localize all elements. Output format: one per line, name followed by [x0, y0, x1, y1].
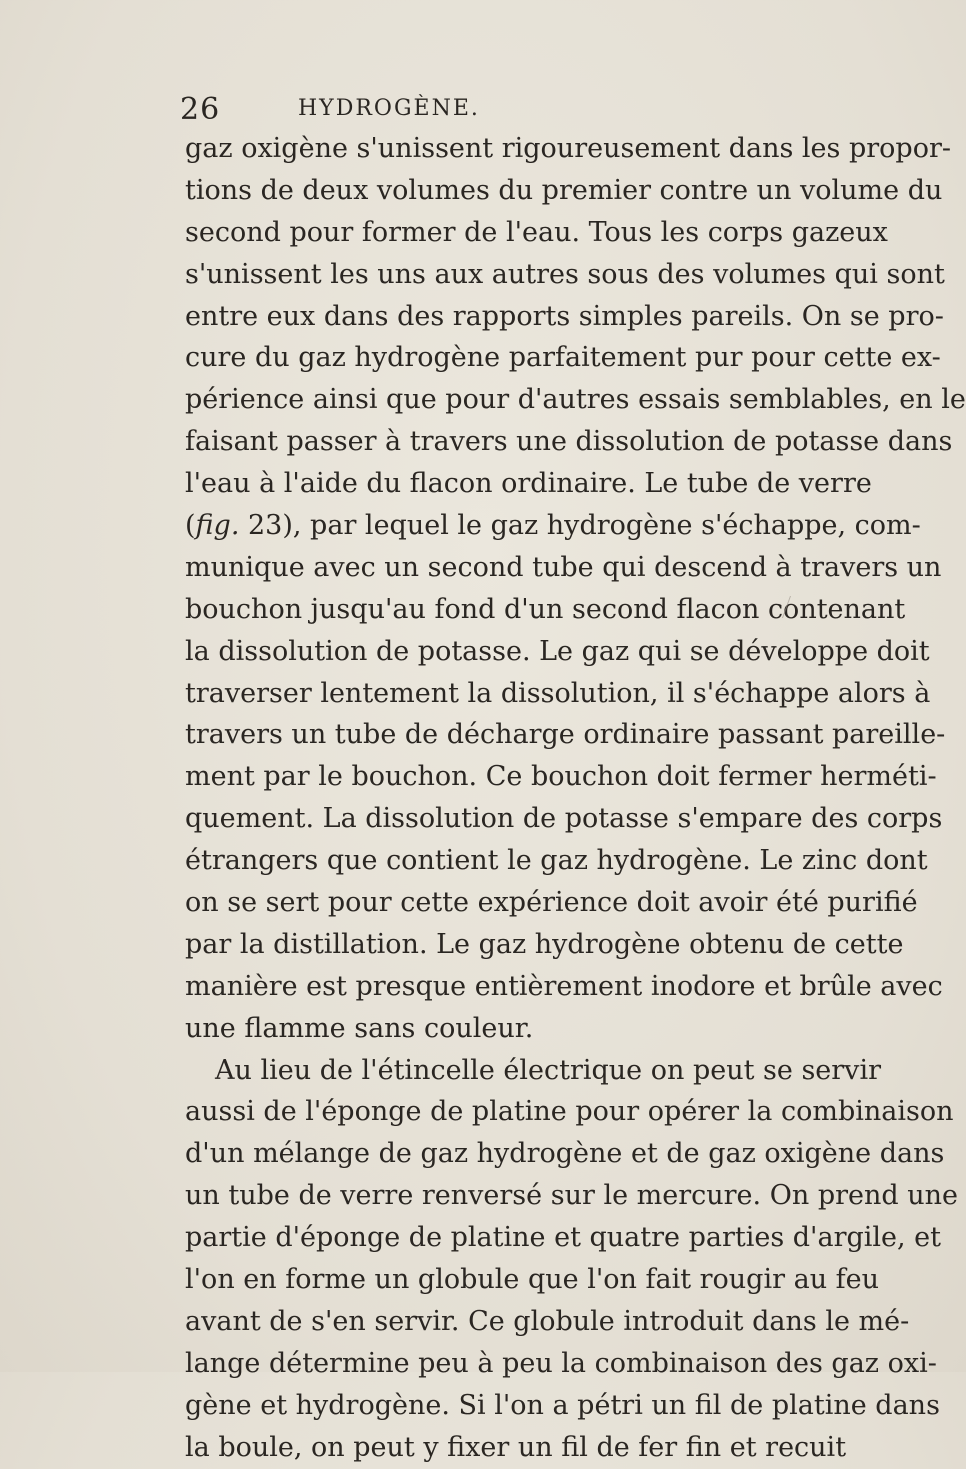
text-line: manière est presque entièrement inodore et brûle avec: [185, 970, 943, 1002]
open-paren: (: [185, 510, 196, 542]
figure-reference: fig.: [195, 510, 240, 542]
text-line: périence ainsi que pour d'autres essais semblables, en le: [185, 384, 966, 416]
text-line: traverser lentement la dissolution, il s'échappe alors à: [185, 677, 931, 709]
text-line: second pour former de l'eau. Tous les corps gazeux: [185, 216, 888, 248]
text-line: la dissolution de potasse. Le gaz qui se développe doit: [185, 635, 930, 667]
body-text: [185, 128, 966, 1469]
page-number: 26: [180, 92, 221, 127]
text-line: ment par le bouchon. Ce bouchon doit fermer herméti-: [185, 761, 937, 793]
text-line: tions de deux volumes du premier contre un volume du: [185, 174, 943, 206]
text-line: travers un tube de décharge ordinaire passant pareille-: [185, 719, 946, 751]
text-line-paragraph-end: une flamme sans couleur.: [185, 1012, 534, 1044]
text-line-fig-reference: [185, 505, 921, 547]
text-line: lange détermine peu à peu la combinaison des gaz oxi-: [185, 1347, 937, 1379]
text-line: gaz oxigène s'unissent rigoureusement dans les propor-: [185, 133, 951, 164]
text-line: faisant passer à travers une dissolution de potasse dans: [185, 426, 953, 458]
text-line: s'unissent les uns aux autres sous des volumes qui sont: [185, 258, 945, 290]
text-line: aussi de l'éponge de platine pour opérer la combinaison: [185, 1096, 954, 1128]
text-line: munique avec un second tube qui descend à travers un: [185, 551, 942, 583]
fig-line-rest: 23), par lequel le gaz hydrogène s'échappe, com-: [239, 510, 921, 542]
text-line: bouchon jusqu'au fond d'un second flacon contenant: [185, 593, 906, 625]
text-line-paragraph-start: Au lieu de l'étincelle électrique on peut se servir: [215, 1054, 881, 1086]
text-line: l'eau à l'aide du flacon ordinaire. Le tube de verre: [185, 468, 872, 500]
text-line: on se sert pour cette expérience doit avoir été purifié: [185, 887, 918, 919]
text-line: quement. La dissolution de potasse s'empare des corps: [185, 803, 943, 835]
text-line: partie d'éponge de platine et quatre parties d'argile, et: [185, 1222, 942, 1254]
text-line: cure du gaz hydrogène parfaitement pur pour cette ex-: [185, 342, 941, 374]
text-line: gène et hydrogène. Si l'on a pétri un fil de platine dans: [185, 1389, 940, 1421]
text-line: avant de s'en servir. Ce globule introduit dans le mé-: [185, 1305, 910, 1337]
text-line: par la distillation. Le gaz hydrogène obtenu de cette: [185, 928, 904, 960]
running-head: [180, 92, 780, 132]
text-line: étrangers que contient le gaz hydrogène. Le zinc dont: [185, 845, 928, 877]
text-line: l'on en forme un globule que l'on fait rougir au feu: [185, 1264, 880, 1296]
text-line: un tube de verre renversé sur le mercure. On prend une: [185, 1180, 958, 1212]
text-line: entre eux dans des rapports simples pareils. On se pro-: [185, 300, 944, 332]
running-title: HYDROGÈNE.: [298, 96, 480, 121]
text-line: la boule, on peut y fixer un fil de fer fin et recuit: [185, 1431, 847, 1463]
text-line: d'un mélange de gaz hydrogène et de gaz oxigène dans: [185, 1138, 945, 1170]
